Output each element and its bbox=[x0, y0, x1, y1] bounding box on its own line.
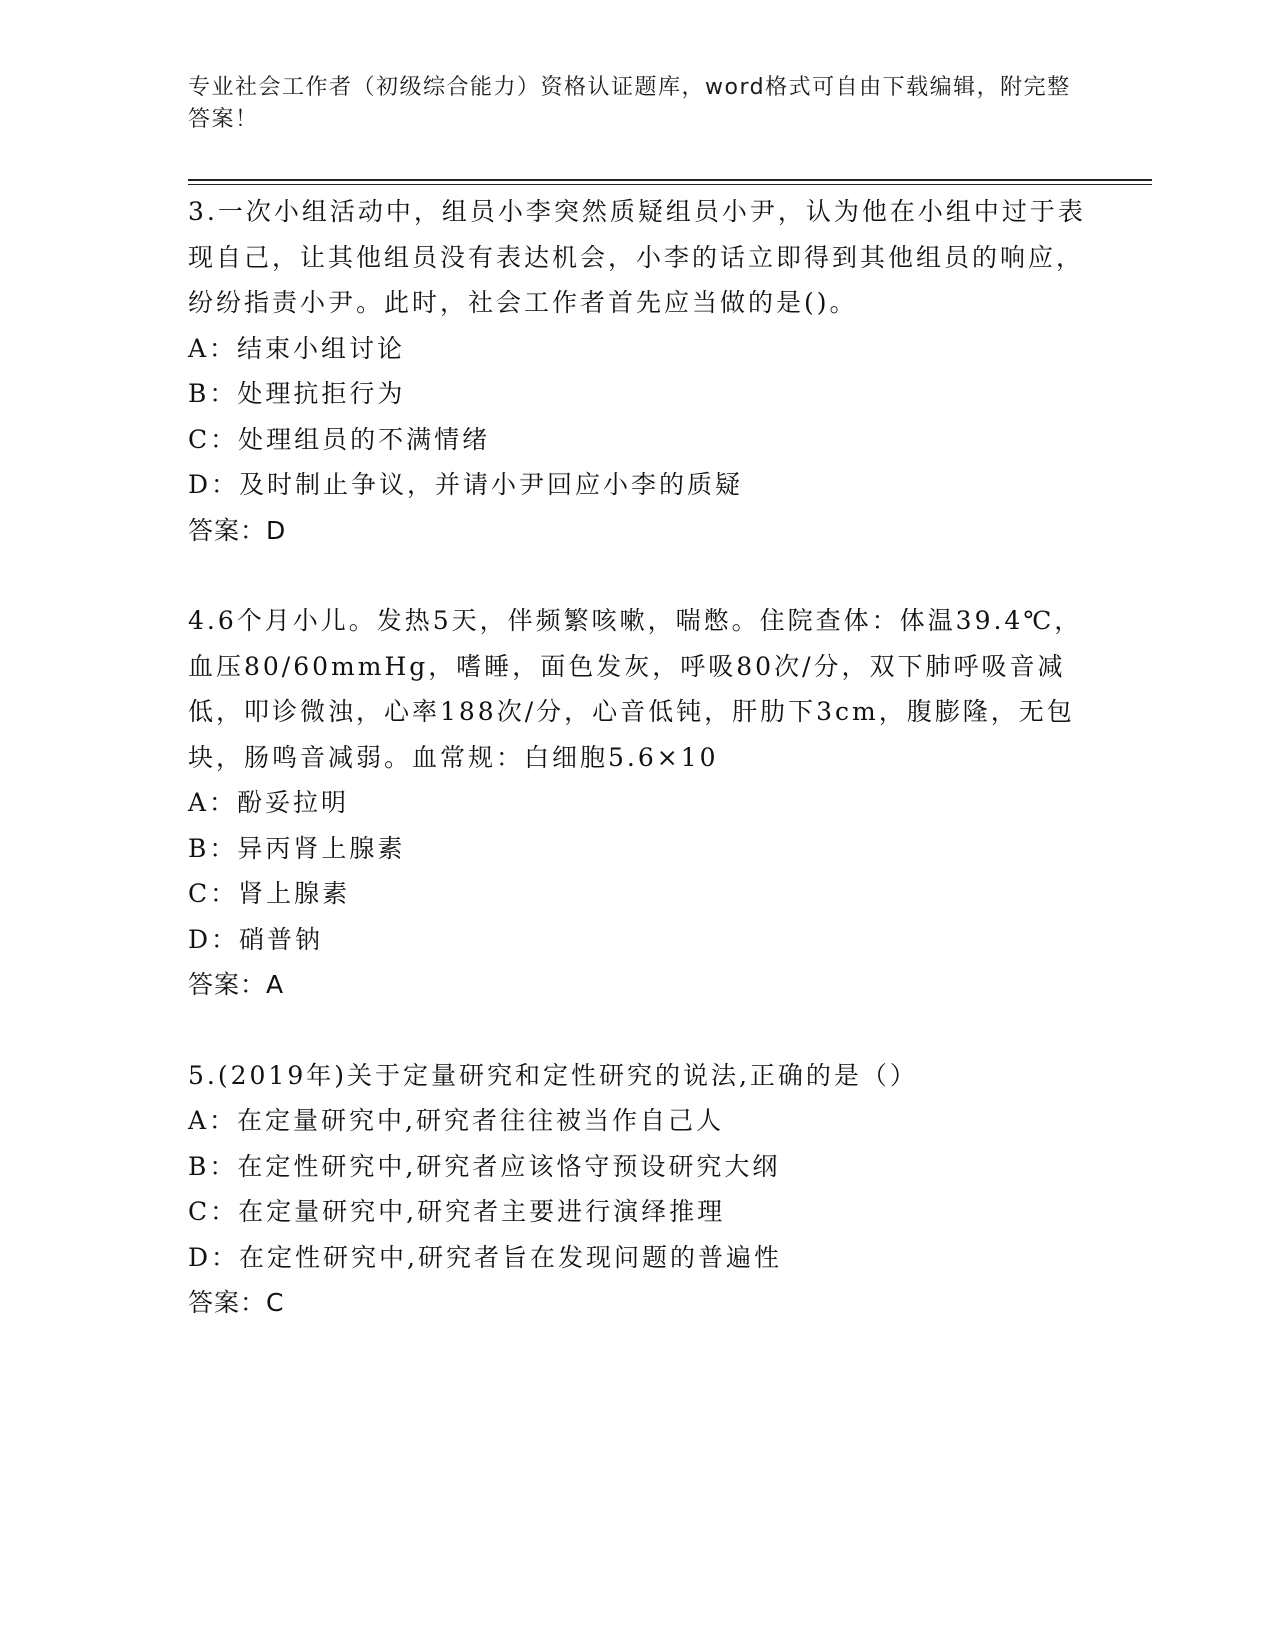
question-stem: 4.6个月小儿。发热5天，伴频繁咳嗽，喘憋。住院查体：体温39.4℃，血压80/60mmHg，嗜睡，面色发灰，呼吸80次/分，双下肺呼吸音减低，叩诊微浊，心率188次/分，心音低钝，肝肋下3cm，腹膨隆，无包块，肠鸣音减弱。血常规：白细胞5.6×10 bbox=[188, 606, 1083, 772]
header-divider-thick bbox=[188, 179, 1152, 181]
question-stem: 3.一次小组活动中，组员小李突然质疑组员小尹，认为他在小组中过于表现自己，让其他组员没有表达机会，小李的话立即得到其他组员的响应，纷纷指责小尹。此时，社会工作者首先应当做的是()。 bbox=[188, 197, 1086, 317]
question-3 bbox=[188, 189, 1088, 553]
question-5 bbox=[188, 1053, 1088, 1326]
option-b: B：处理抗拒行为 bbox=[188, 379, 406, 408]
option-a: A：结束小组讨论 bbox=[188, 333, 406, 363]
question-stem: 5.(2019年)关于定量研究和定性研究的说法,正确的是（） bbox=[188, 1060, 918, 1090]
document-header: 专业社会工作者（初级综合能力）资格认证题库，word格式可自由下载编辑，附完整答案！ bbox=[188, 75, 1071, 132]
option-b: B：异丙肾上腺素 bbox=[188, 833, 406, 863]
answer-line: 答案：A bbox=[188, 970, 285, 999]
option-c: C：肾上腺素 bbox=[188, 879, 351, 908]
option-a: A：酚妥拉明 bbox=[188, 788, 350, 817]
option-d: D：在定性研究中,研究者旨在发现问题的普遍性 bbox=[188, 1242, 782, 1272]
question-spacer bbox=[188, 1008, 1088, 1053]
answer-line: 答案：D bbox=[188, 515, 287, 545]
option-b: B：在定性研究中,研究者应该恪守预设研究大纲 bbox=[188, 1151, 781, 1181]
header-divider-thin bbox=[188, 184, 1152, 185]
question-spacer bbox=[188, 553, 1088, 598]
option-d: D：硝普钠 bbox=[188, 924, 324, 954]
option-c: C：处理组员的不满情绪 bbox=[188, 424, 491, 454]
question-4 bbox=[188, 598, 1088, 1008]
answer-line: 答案：C bbox=[188, 1288, 285, 1317]
option-d: D：及时制止争议，并请小尹回应小李的质疑 bbox=[188, 470, 744, 499]
question-list bbox=[188, 189, 1088, 1326]
option-c: C：在定量研究中,研究者主要进行演绎推理 bbox=[188, 1197, 726, 1226]
option-a: A：在定量研究中,研究者往往被当作自己人 bbox=[188, 1106, 725, 1135]
